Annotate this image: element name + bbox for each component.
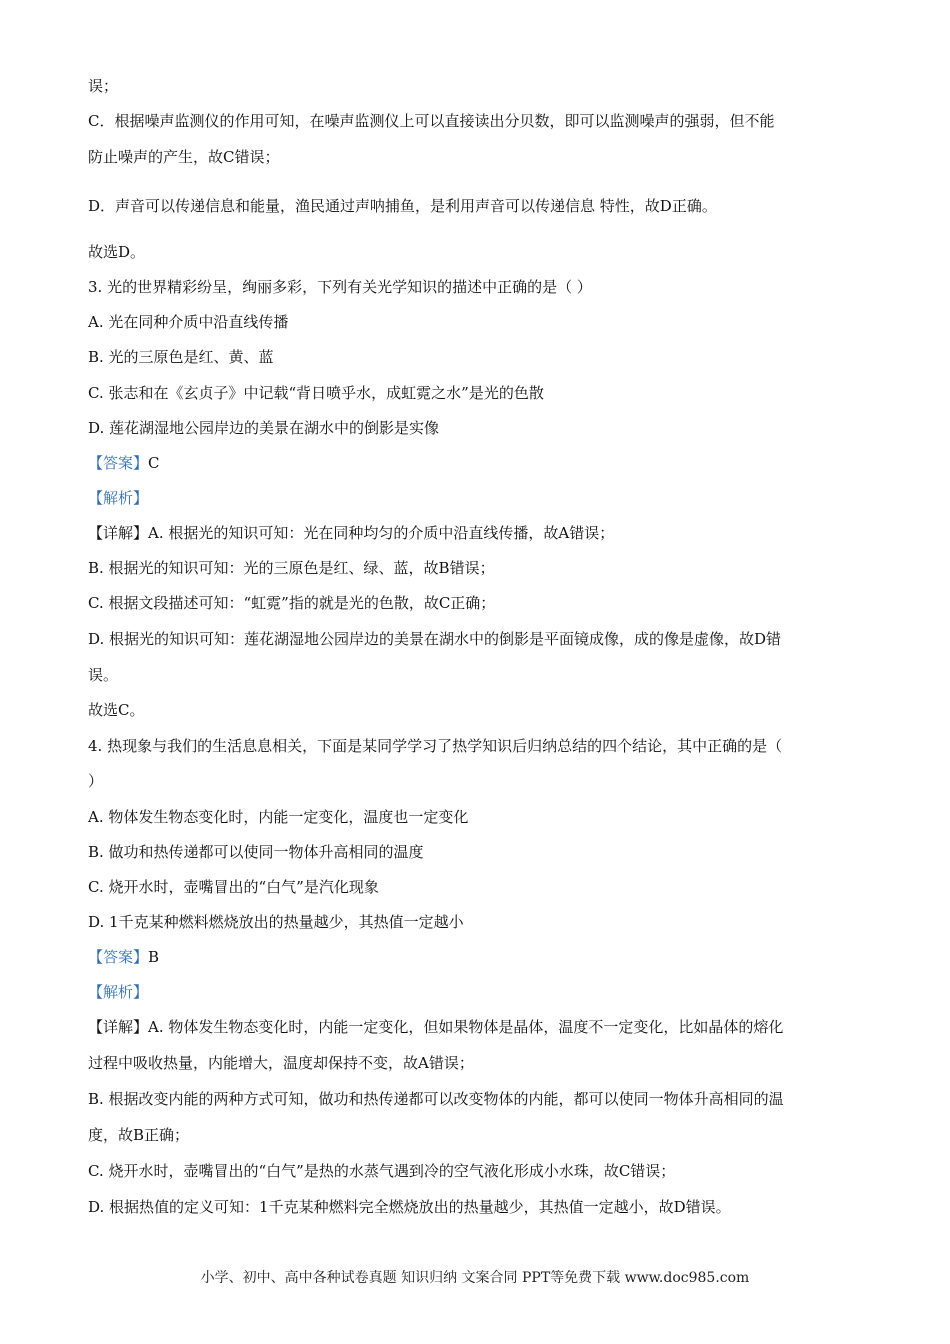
text-line: B. 根据光的知识可知：光的三原色是红、绿、蓝，故B错误； <box>88 559 495 577</box>
text-line: C. 根据文段描述可知：“虹霓”指的就是光的色散，故C正确； <box>88 594 496 612</box>
analysis-tag: 【解析】 <box>88 489 149 507</box>
answer-tag: 【答案】 <box>88 948 149 966</box>
question-3: 3. 光的世界精彩纷呈，绚丽多彩，下列有关光学知识的描述中正确的是（ ） <box>88 278 592 296</box>
page-footer: 小学、初中、高中各种试卷真题 知识归纳 文案合同 PPT等免费下载 www.doc985.com <box>200 1270 750 1286</box>
answer-value: C <box>148 454 160 472</box>
detail-line <box>88 523 614 543</box>
answer-value: B <box>148 948 160 966</box>
detail-line <box>88 1017 783 1037</box>
analysis-line <box>88 982 148 1002</box>
analysis-tag: 【解析】 <box>88 983 149 1001</box>
option-c: C. 烧开水时，壶嘴冒出的“白气”是汽化现象 <box>88 878 379 896</box>
option-d: D. 莲花湖湿地公园岸边的美景在湖水中的倒影是实像 <box>88 419 440 437</box>
option-b: B. 光的三原色是红、黄、蓝 <box>88 348 274 366</box>
text-line: 过程中吸收热量，内能增大，温度却保持不变，故A错误； <box>88 1054 474 1072</box>
answer-line <box>88 947 159 967</box>
text-line: C．根据噪声监测仪的作用可知，在噪声监测仪上可以直接读出分贝数，即可以监测噪声的强弱，但不能 <box>88 112 775 130</box>
question-4: 4. 热现象与我们的生活息息相关，下面是某同学学习了热学知识后归纳总结的四个结论，其中正确的是（ <box>88 737 783 755</box>
option-a: A. 光在同种介质中沿直线传播 <box>88 313 289 331</box>
text-line: 误。 <box>88 666 119 684</box>
text-line: 故选D。 <box>88 243 146 261</box>
text-line: D. 根据光的知识可知：莲花湖湿地公园岸边的美景在湖水中的倒影是平面镜成像，成的像是虚像，故D错 <box>88 630 782 648</box>
detail-text: A. 物体发生物态变化时，内能一定变化，但如果物体是晶体，温度不一定变化，比如晶体的熔化 <box>148 1018 784 1036</box>
detail-tag: 【详解】 <box>88 1018 149 1036</box>
detail-tag: 【详解】 <box>88 524 149 542</box>
text-line: 防止噪声的产生，故C错误； <box>88 148 280 166</box>
option-d: D. 1千克某种燃料燃烧放出的热量越少，其热值一定越小 <box>88 913 464 931</box>
text-line: B. 根据改变内能的两种方式可知，做功和热传递都可以改变物体的内能，都可以使同一物体升高相同的温 <box>88 1090 784 1108</box>
option-a: A. 物体发生物态变化时，内能一定变化，温度也一定变化 <box>88 808 469 826</box>
text-line: 故选C。 <box>88 701 145 719</box>
text-line: ） <box>88 772 104 790</box>
detail-text: A. 根据光的知识可知：光在同种均匀的介质中沿直线传播，故A错误； <box>148 524 615 542</box>
answer-tag: 【答案】 <box>88 454 149 472</box>
text-line: C. 烧开水时，壶嘴冒出的“白气”是热的水蒸气遇到冷的空气液化形成小水珠，故C错误； <box>88 1162 676 1180</box>
answer-line <box>88 453 160 473</box>
text-line: 度，故B正确； <box>88 1126 190 1144</box>
text-line: D．声音可以传递信息和能量，渔民通过声呐捕鱼，是利用声音可以传递信息 特性，故D正确。 <box>88 197 717 215</box>
option-c: C. 张志和在《玄贞子》中记载“背日喷乎水，成虹霓之水”是光的色散 <box>88 384 544 402</box>
text-line: 误； <box>88 77 119 95</box>
text-line: D. 根据热值的定义可知：1千克某种燃料完全燃烧放出的热量越少，其热值一定越小，故D错误。 <box>88 1198 731 1216</box>
analysis-line <box>88 488 148 508</box>
option-b: B. 做功和热传递都可以使同一物体升高相同的温度 <box>88 843 424 861</box>
